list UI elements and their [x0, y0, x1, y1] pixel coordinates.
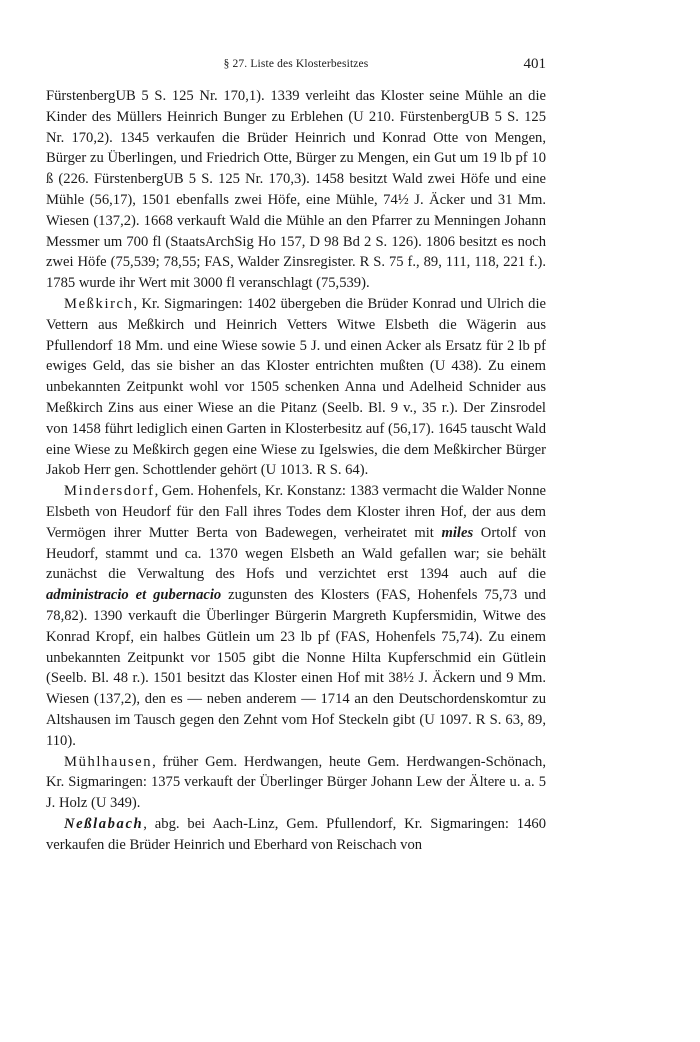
paragraph-text: , Gem. Hohenfels, Kr. Konstanz: 1383 vermacht die Walder Nonne Elsbeth von Heudorf für den Fall ihres Todes dem Kloster ihren Hof, der aus dem Vermögen ihrer Mutter Berta von Badewegen, verheiratet mit [46, 483, 546, 541]
running-head: § 27. Liste des Klosterbesitzes [223, 58, 369, 70]
place-name-messkirch: Meßkirch [64, 295, 134, 312]
body-text [46, 86, 546, 855]
place-name-muehlhausen: Mühlhausen [64, 753, 153, 770]
place-name-mindersdorf: Mindersdorf [64, 483, 155, 500]
paragraph-text: , früher Gem. Herdwangen, heute Gem. Herdwangen-Schönach, Kr. Sigmaringen: 1375 verkauft der Überlinger Bürger Johann Lew der Ältere u. a. 5 J. Holz (U 349). [46, 753, 546, 812]
page-number: 401 [523, 56, 546, 72]
paragraph-text: zugunsten des Klosters (FAS, Hohenfels 75,73 und 78,82). 1390 verkauft die Überlinger Bürgerin Margreth Kupfersmidin, Witwe des Konrad Kropf, ein halbes Gütlein um 23 lb pf (FAS, Hohenfels 75,74). Zu einem unbekannten Zeitpunkt vor 1505 gibt die Nonne Hilta Kupferschmid ein Gütlein (Seelb. Bl. 48 r.). 1501 besitzt das Kloster einen Hof mit 38½ J. Äckern und 9 Mm. Wiesen (137,2), den es — neben anderem — 1714 an den Deutschordenskomtur zu Altshausen im Tausch gegen den Zehnt vom Hof Steckeln gibt (U 1097. R S. 63, 89, 110). [46, 587, 546, 749]
paragraph-nesslabach [46, 814, 546, 856]
page-header [46, 56, 546, 78]
paragraph-text: Ortolf von Heudorf, stammt und ca. 1370 wegen Elsbeth an Wald gefallen war; sie behält zunächst die Verwaltung des Hofs und verzichtet erst 1394 auch auf die [46, 524, 546, 583]
latin-term-administracio: administracio et gubernacio [46, 587, 222, 604]
place-name-nesslabach: Neßlabach [64, 815, 144, 832]
paragraph-text: FürstenbergUB 5 S. 125 Nr. 170,1). 1339 verleiht das Kloster seine Mühle an die Kinder des Müllers Heinrich Bunger zu Erblehen (U 210. FürstenbergUB 5 S. 125 Nr. 170,2). 1345 verkaufen die Brüder Heinrich und Konrad Otte von Mengen, Bürger zu Überlingen, und Friedrich Otte, Bürger zu Mengen, ein Gut um 19 lb pf 10 ß (226. FürstenbergUB 5 S. 125 Nr. 170,3). 1458 besitzt Wald zwei Höfe und eine Mühle (56,17), 1501 ebenfalls zwei Höfe, eine Mühle, 74½ J. Äcker und 31 Mm. Wiesen (137,2). 1668 verkauft Wald die Mühle an den Pfarrer zu Menningen Johann Messmer um 700 fl (StaatsArchSig Ho 157, D 98 Bd 2 S. 126). 1806 besitzt es noch zwei Höfe (75,539; 78,55; FAS, Walder Zinsregister. R S. 75 f., 89, 111, 118, 221 f.). 1785 wurde ihr Wert mit 3000 fl veranschlagt (75,539). [46, 88, 546, 292]
paragraph-messkirch [46, 294, 546, 481]
paragraph-text: , Kr. Sigmaringen: 1402 übergeben die Brüder Konrad und Ulrich die Vettern aus Meßkirch und Heinrich Vetters Witwe Elsbeth die Wägerin aus Pfullendorf 18 Mm. und eine Wiese sowie 5 J. und einen Acker als Ersatz für 2 lb pf ewiges Geld, das sie bisher an das Kloster entrichten mußten (U 438). Zu einem unbekannten Zeitpunkt wohl vor 1505 schenken Anna und Adelheid Schnider aus Meßkirch Zins aus einer Wiese an die Pitanz (Seelb. Bl. 9 v., 35 r.). Der Zinsrodel von 1458 führt lediglich einen Garten in Klosterbesitz auf (56,17). 1645 tauscht Wald eine Wiese zu Meßkirch gegen eine Wiese zu Igelswies, die dem Meßkircher Bürger Jakob Herr gen. Schottlender gehört (U 1013. R S. 64). [46, 295, 546, 479]
paragraph-muehlhausen [46, 752, 546, 814]
paragraph-1 [46, 86, 546, 294]
latin-term-miles: miles [441, 524, 474, 541]
paragraph-mindersdorf [46, 481, 546, 751]
paragraph-text: , abg. bei Aach-Linz, Gem. Pfullendorf, Kr. Sigmaringen: 1460 verkaufen die Brüder Heinrich und Eberhard von Reischach von [46, 815, 546, 853]
